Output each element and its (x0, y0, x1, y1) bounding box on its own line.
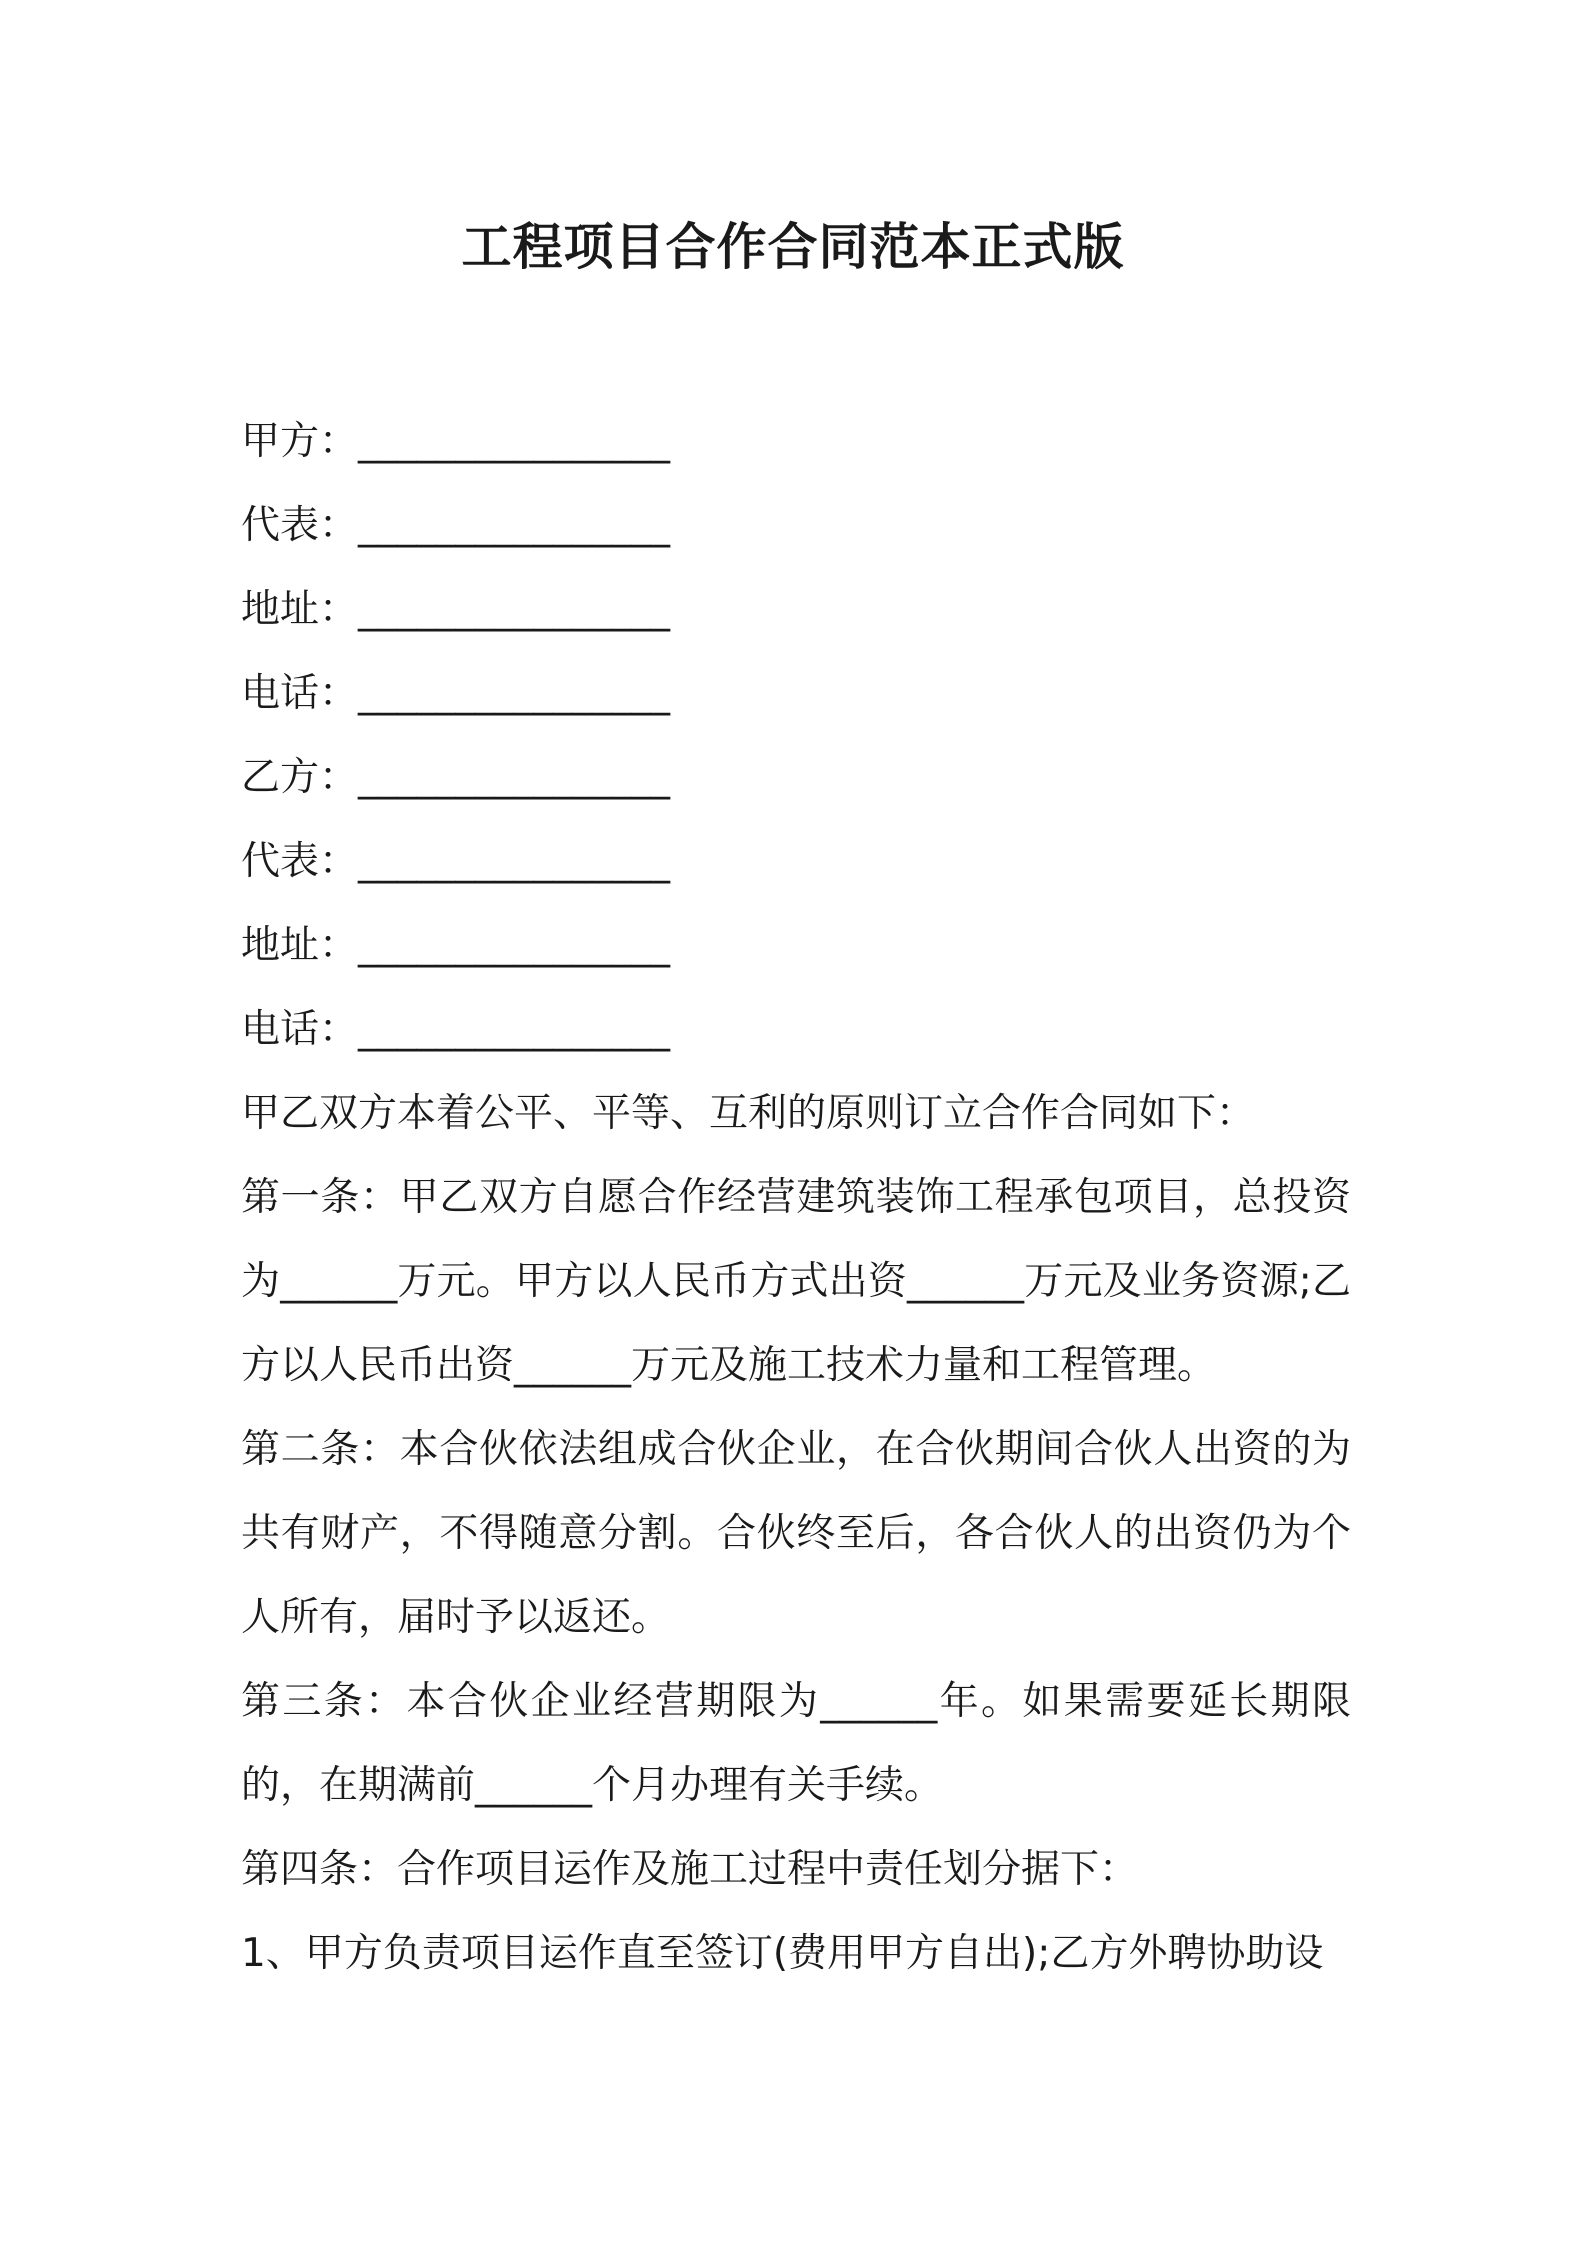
article-2-paragraph: 第二条：本合伙依法组成合伙企业，在合伙期间合伙人出资的为共有财产，不得随意分割。合伙终至后，各合伙人的出资仍为个人所有，届时予以返还。 (241, 1427, 1351, 1640)
party-b-representative-field: 代表：________________ (241, 839, 671, 884)
party-a-phone-field: 电话：________________ (241, 671, 671, 716)
party-b-phone-field: 电话：________________ (241, 1007, 671, 1052)
party-a-name-field: 甲方：________________ (241, 419, 671, 464)
party-a-representative-field: 代表：________________ (241, 503, 671, 548)
preamble-paragraph: 甲乙双方本着公平、平等、互利的原则订立合作合同如下： (241, 1091, 1256, 1136)
party-b-name-field: 乙方：________________ (241, 755, 671, 800)
party-b-address-field: 地址：________________ (241, 923, 671, 968)
article-4-paragraph: 第四条：合作项目运作及施工过程中责任划分据下： (241, 1847, 1139, 1892)
article-1-paragraph: 第一条：甲乙双方自愿合作经营建筑装饰工程承包项目，总投资为______万元。甲方以人民币方式出资______万元及业务资源;乙方以人民币出资______万元及施工技术力量和工程管理。 (241, 1175, 1351, 1388)
document-title: 工程项目合作合同范本正式版 (461, 218, 1125, 276)
document-body (241, 400, 1351, 1996)
party-a-address-field: 地址：________________ (241, 587, 671, 632)
article-4-item-1-paragraph: 1、甲方负责项目运作直至签订(费用甲方自出);乙方外聘协助设 (241, 1931, 1324, 1976)
article-3-paragraph: 第三条：本合伙企业经营期限为______年。如果需要延长期限的，在期满前______个月办理有关手续。 (241, 1679, 1351, 1808)
